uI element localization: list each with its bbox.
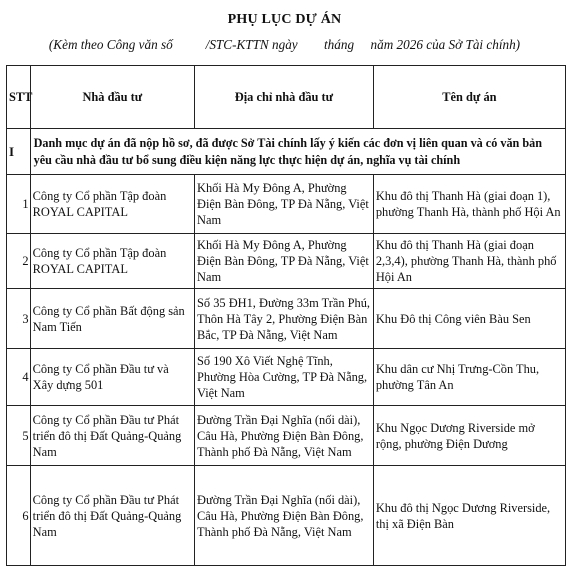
row-investor: Công ty Cổ phần Tập đoàn ROYAL CAPITAL <box>30 175 194 234</box>
row-address: Khối Hà My Đông A, Phường Điện Bàn Đông, TP Đà Nẵng, Việt Nam <box>195 175 374 234</box>
table-row <box>7 406 566 466</box>
row-project: Khu Đô thị Công viên Bàu Sen <box>373 289 565 349</box>
row-project: Khu đô thị Ngọc Dương Riverside, thị xã Điện Bàn <box>373 466 565 566</box>
row-stt: 3 <box>7 289 31 349</box>
row-project: Khu đô thị Thanh Hà (giai đoạn 2,3,4), phường Thanh Hà, thành phố Hội An <box>373 234 565 289</box>
table-row <box>7 289 566 349</box>
section-title: Danh mục dự án đã nộp hồ sơ, đã được Sở Tài chính lấy ý kiến các đơn vị liên quan và có văn bản yêu cầu nhà đầu tư bổ sung điều kiện năng lực thực hiện dự án, nghĩa vụ tài chính <box>30 129 565 175</box>
row-project: Khu đô thị Thanh Hà (giai đoạn 1), phường Thanh Hà, thành phố Hội An <box>373 175 565 234</box>
column-header-investor: Nhà đầu tư <box>30 66 194 129</box>
row-address: Đường Trần Đại Nghĩa (nối dài), Câu Hà, Phường Điện Bàn Đông, Thành phố Đà Nẵng, Việt Nam <box>195 466 374 566</box>
column-header-project: Tên dự án <box>373 66 565 129</box>
row-investor: Công ty Cổ phần Bất động sản Nam Tiến <box>30 289 194 349</box>
row-stt: 2 <box>7 234 31 289</box>
table-row <box>7 234 566 289</box>
row-stt: 4 <box>7 349 31 406</box>
section-number: I <box>7 129 31 175</box>
column-header-address: Địa chỉ nhà đầu tư <box>195 66 374 129</box>
row-project: Khu Ngọc Dương Riverside mở rộng, phường Điện Dương <box>373 406 565 466</box>
row-investor: Công ty Cổ phần Đầu tư Phát triển đô thị Đất Quảng-Quảng Nam <box>30 406 194 466</box>
row-stt: 1 <box>7 175 31 234</box>
section-row <box>7 129 566 175</box>
project-table <box>6 65 566 566</box>
table-row <box>7 466 566 566</box>
document-title: PHỤ LỤC DỰ ÁN <box>227 12 342 27</box>
row-address: Số 190 Xô Viết Nghệ Tĩnh, Phường Hòa Cường, TP Đà Nẵng, Việt Nam <box>195 349 374 406</box>
row-address: Số 35 ĐH1, Đường 33m Trần Phú, Thôn Hà Tây 2, Phường Điện Bàn Bắc, TP Đà Nẵng, Việt Nam <box>195 289 374 349</box>
row-project: Khu dân cư Nhị Trưng-Cồn Thu, phường Tân An <box>373 349 565 406</box>
table-row <box>7 349 566 406</box>
row-investor: Công ty Cổ phần Đầu tư và Xây dựng 501 <box>30 349 194 406</box>
row-address: Đường Trần Đại Nghĩa (nối dài), Câu Hà, Phường Điện Bàn Đông, Thành phố Đà Nẵng, Việt Nam <box>195 406 374 466</box>
column-header-stt: STT <box>7 66 31 129</box>
row-stt: 5 <box>7 406 31 466</box>
document-subtitle: (Kèm theo Công văn số /STC-KTTN ngày tháng năm 2026 của Sở Tài chính) <box>48 37 521 52</box>
table-row <box>7 175 566 234</box>
row-investor: Công ty Cổ phần Đầu tư Phát triển đô thị Đất Quảng-Quảng Nam <box>30 466 194 566</box>
row-stt: 6 <box>7 466 31 566</box>
row-address: Khối Hà My Đông A, Phường Điện Bàn Đông, TP Đà Nẵng, Việt Nam <box>195 234 374 289</box>
table-header-row <box>7 66 566 129</box>
row-investor: Công ty Cổ phần Tập đoàn ROYAL CAPITAL <box>30 234 194 289</box>
